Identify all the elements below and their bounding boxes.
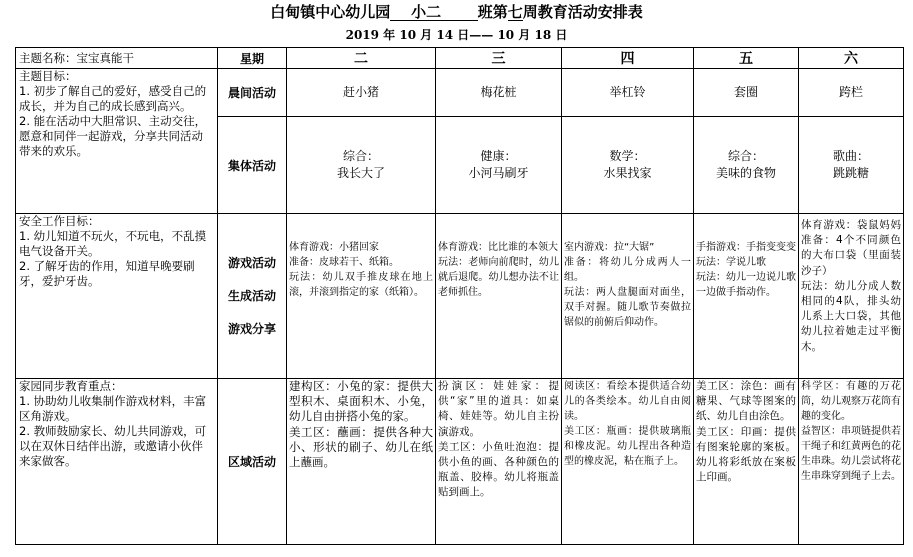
game-activity-wed [436,214,562,379]
game-text: 玩法：幼儿双手推皮球在地上滚，并滚到指定的家（纸箱）。 [289,272,433,298]
area-text: 建构区：小兔的家：提供大型积木、桌面积木、小兔，幼儿自由拼搭小兔的家。 [289,379,433,424]
group-topic: 小河马刷牙 [468,166,529,180]
group-subject: 综合： [342,149,379,163]
game-activity-sat [799,214,904,379]
theme-goal-item: 1. 初步了解自己的爱好，感受自己的成长，并为自己的成长感到高兴。 [19,84,207,113]
day-header-sat: 六 [799,48,904,69]
morning-activity-thu: 举杠铃 [562,69,694,117]
theme-goal-item: 2. 能在活动中大胆常识、主动交往，愿意和同伴一起游戏，分享共同活动带来的欢乐。 [19,114,207,158]
group-subject: 数学： [609,149,646,163]
game-text: 准备：将幼儿分成两人一组。 [564,257,691,283]
game-text: 体育游戏：小猪回家 [289,242,379,253]
morning-activity-wed: 梅花桩 [436,69,562,117]
title-prefix: 白甸镇中心幼儿园 [270,3,391,21]
schedule-table [15,47,904,545]
theme-goals-heading: 主题目标： [19,69,77,83]
game-activity-fri [694,214,799,379]
area-activity-tue [287,379,436,545]
home-school-heading: 家园同步教育重点： [19,379,123,393]
page-title [0,2,913,22]
safety-goals-heading: 安全工作目标： [19,214,100,228]
game-text: 室内游戏：拉“大锯” [564,242,655,253]
area-activity-thu [562,379,694,545]
game-text: 玩法：幼儿分成人数相同的4队，排头幼儿系上大口袋，其他幼儿拉着她走过平衡木。 [801,279,901,353]
day-header-fri: 五 [694,48,799,69]
safety-goals [16,214,218,379]
group-topic: 水果找家 [603,166,652,180]
area-text: 扮演区：娃娃家：提供“家”里的道具：如桌椅、娃娃等。幼儿自主扮演游戏。 [438,380,559,438]
morning-activity-fri: 套圈 [694,69,799,117]
game-text: 玩法：幼儿一边说儿歌一边做手指动作。 [696,272,796,298]
group-activity-sat [799,117,904,214]
group-activity-label: 集体活动 [218,117,287,214]
day-header-wed: 三 [436,48,562,69]
morning-activity-tue: 赶小猪 [287,69,436,117]
safety-goal-item: 2. 了解牙齿的作用，知道早晚要刷牙，爱护牙齿。 [19,259,195,288]
group-topic: 美味的食物 [715,166,776,180]
generated-activity-label: 生成活动 [227,288,276,303]
week-number-field [508,4,523,21]
game-text: 手指游戏：手指变变变 [696,242,796,253]
group-subject: 健康： [480,149,517,163]
group-activity-fri [694,117,799,214]
game-text: 玩法：两人盘腿面对面坐，双手对握。随儿歌节奏做拉锯似的前俯后仰动作。 [564,287,691,328]
game-activity-labels [218,214,287,379]
home-school-item: 2. 教师鼓励家长、幼儿共同游戏，可以在双休日结伴出游，或邀请小伙伴来家做客。 [19,424,207,468]
game-activity-thu [562,214,694,379]
day-header-thu: 四 [562,48,694,69]
group-topic: 我长大了 [336,166,385,180]
game-activity-tue [287,214,436,379]
area-activity-label: 区域活动 [218,379,287,545]
area-text: 美工区：瓶画：提供玻璃瓶和橡皮泥。幼儿捏出各种造型的橡皮泥，粘在瓶子上。 [564,426,691,467]
group-subject: 综合： [727,149,764,163]
area-text: 美工区：印画：提供有图案轮廓的案板。幼儿将彩纸放在案板上印画。 [696,425,796,484]
area-text: 美工区：蘸画：提供各种大小、形状的刷子、幼儿在纸上蘸画。 [289,424,433,470]
group-topic: 跳跳糖 [832,166,869,180]
date-range: 2019 年 10 月 14 日—— 10 月 18 日 [345,28,568,42]
game-text: 体育游戏：袋鼠妈妈准备：4个不同颜色的大布口袋（里面装沙子） [801,219,901,277]
class-name: 小二 [411,3,442,21]
game-text: 体育游戏：比比谁的本领大 [438,242,558,253]
group-subject: 歌曲： [832,149,869,163]
game-activity-label: 游戏活动 [227,255,276,270]
day-header-tue: 二 [287,48,436,69]
home-school-item: 1. 协助幼儿收集制作游戏材料，丰富区角游戏。 [19,394,207,423]
class-name-field [390,4,477,21]
area-text: 美工区：小鱼吐泡泡：提供小鱼的画、各种颜色的瓶盖、胶棒。幼儿将瓶盖贴到画上。 [438,440,559,499]
game-text: 准备：皮球若干、纸箱。 [289,257,399,268]
group-activity-tue [287,117,436,214]
morning-activity-label: 晨间活动 [218,69,287,117]
group-activity-thu [562,117,694,214]
theme-goals [16,69,218,214]
week-number: 七 [507,3,523,21]
game-text: 玩法：老师向前爬时，幼儿就后退爬。幼儿想办法不让老师抓住。 [438,257,559,298]
weekday-header: 星期 [218,48,287,69]
title-mid: 班第 [477,3,508,21]
title-suffix: 周教育活动安排表 [522,3,643,21]
game-sharing-label: 游戏分享 [227,321,276,336]
area-text: 益智区：串项链提供若干绳子和红黄两色的花生串珠。幼儿尝试将花生串珠穿到绳子上去。 [801,426,901,482]
group-activity-wed [436,117,562,214]
area-text: 阅读区：看绘本提供适合幼儿的各类绘本。幼儿自由阅读。 [564,381,691,422]
morning-activity-sat: 跨栏 [799,69,904,117]
home-school-focus [16,379,218,545]
safety-goal-item: 1. 幼儿知道不玩火，不玩电，不乱摸电气设备开关。 [19,229,207,258]
area-text: 科学区：有趣的万花筒，幼儿观察万花筒有趣的变化。 [801,381,901,422]
area-text: 美工区：涂色：画有糖果、气球等图案的纸、幼儿自由涂色。 [696,380,796,423]
area-activity-fri [694,379,799,545]
theme-name: 主题名称：宝宝真能干 [16,48,218,69]
area-activity-wed [436,379,562,545]
area-activity-sat [799,379,904,545]
game-text: 玩法：学说儿歌 [696,257,766,268]
